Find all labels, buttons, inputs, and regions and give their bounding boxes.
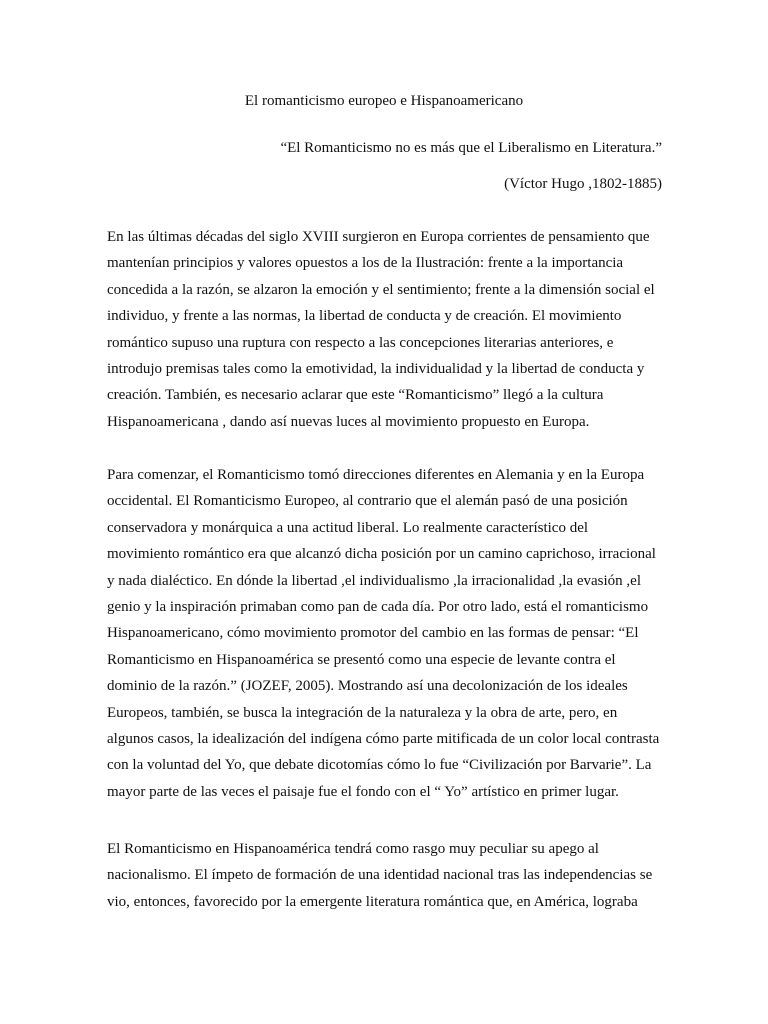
text-line: En las últimas décadas del siglo XVIII surgieron en Europa corrientes de pensamiento que	[107, 229, 650, 245]
text-line: concedida a la razón, se alzaron la emoción y el sentimiento; frente a la dimensión social el	[107, 281, 655, 298]
epigraph-author: (Víctor Hugo ,1802-1885)	[504, 176, 662, 192]
epigraph-quote: “El Romanticismo no es más que el Liberalismo en Literatura.”	[280, 140, 662, 156]
text-line: romántico supuso una ruptura con respecto a las concepciones literarias anteriores, e	[107, 334, 614, 351]
text-line: movimiento romántico era que alcanzó dicha posición por un camino caprichoso, irracional	[107, 546, 656, 563]
text-line: mayor parte de las veces el paisaje fue el fondo con el “ Yo” artístico en primer lugar.	[107, 783, 619, 800]
text-line: Romanticismo en Hispanoamérica se presentó como una especie de levante contra el	[107, 651, 616, 668]
text-line: introdujo premisas tales como la emotividad, la individualidad y la libertad de conducta y	[107, 360, 645, 377]
text-line: genio y la inspiración primaban como pan de cada día. Por otro lado, está el romanticismo	[107, 598, 649, 615]
text-line: Para comenzar, el Romanticismo tomó direcciones diferentes en Alemania y en la Europa	[107, 467, 645, 483]
text-line: El Romanticismo en Hispanoamérica tendrá como rasgo muy peculiar su apego al	[107, 841, 599, 857]
text-line: mantenían principios y valores opuestos a los de la Ilustración: frente a la importancia	[107, 255, 624, 272]
text-line: creación. También, es necesario aclarar que este “Romanticismo” llegó a la cultura	[107, 387, 604, 404]
paragraph-3	[107, 836, 667, 915]
document-title: El romanticismo europeo e Hispanoamericano	[244, 93, 524, 109]
text-line: Hispanoamericano, cómo movimiento promotor del cambio en las formas de pensar: “El	[107, 625, 639, 642]
text-line: occidental. El Romanticismo Europeo, al contrario que el alemán pasó de una posición	[107, 493, 628, 510]
text-line: vio, entonces, favorecido por la emergente literatura romántica que, en América, lograba	[107, 893, 638, 910]
text-line: algunos casos, la idealización del indígena cómo parte mitificada de un color local contrasta	[107, 730, 660, 747]
text-line: nacionalismo. El ímpeto de formación de una identidad nacional tras las independencias se	[107, 867, 653, 884]
paragraph-2	[107, 462, 667, 805]
text-line: Hispanoamericana , dando así nuevas luces al movimiento propuesto en Europa.	[107, 413, 590, 430]
text-line: Europeos, también, se busca la integración de la naturaleza y la obra de arte, pero, en	[107, 704, 618, 721]
text-line: conservadora y monárquica a una actitud liberal. Lo realmente característico del	[107, 519, 589, 536]
text-line: dominio de la razón.” (JOZEF, 2005). Mostrando así una decolonización de los ideales	[107, 678, 628, 695]
text-line: individuo, y frente a las normas, la libertad de conducta y de creación. El movimiento	[107, 308, 622, 325]
text-line: con la voluntad del Yo, que debate dicotomías cómo lo fue “Civilización por Barvarie”. La	[107, 757, 652, 774]
paragraph-1	[107, 224, 667, 435]
text-line: y nada dialéctico. En dónde la libertad ,el individualismo ,la irracionalidad ,la evasión ,el	[107, 572, 641, 589]
